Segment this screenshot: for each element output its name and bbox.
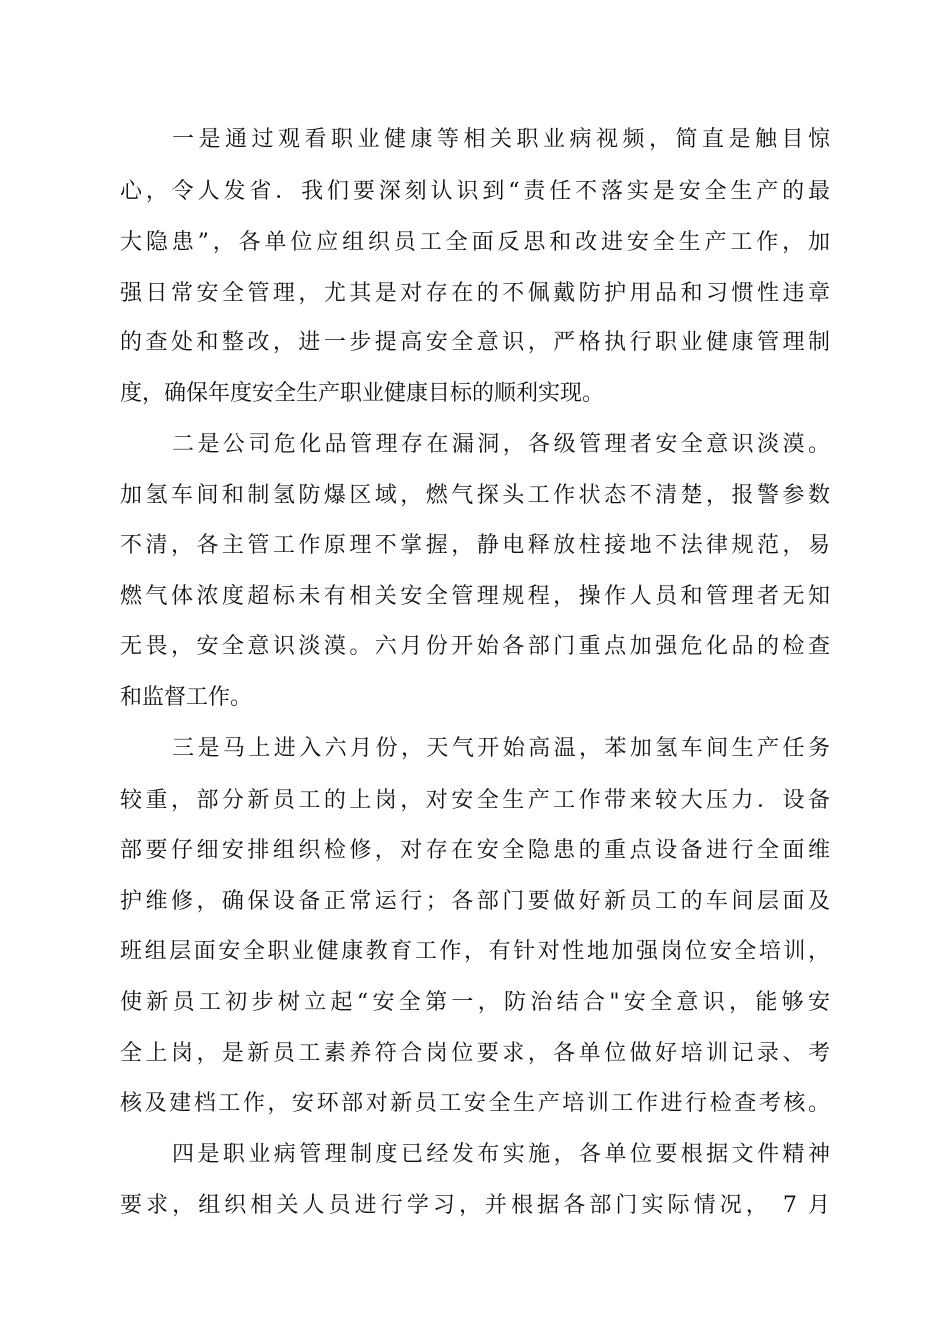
paragraph-4-line-1: 四是职业病管理制度已经发布实施，各单位要根据文件精神 xyxy=(172,1142,830,1167)
paragraph-2-line-4: 燃气体浓度超标未有相关安全管理规程，操作人员和管理者无知 xyxy=(120,584,830,609)
paragraph-1-line-2: 心，令人发省．我们要深刻认识到“责任不落实是安全生产的最 xyxy=(120,179,830,204)
paragraph-1-line-1: 一是通过观看职业健康等相关职业病视频，简直是触目惊 xyxy=(172,127,830,152)
paragraph-1-line-6: 度，确保年度安全生产职业健康目标的顺利实现。 xyxy=(120,381,605,406)
paragraph-2-line-2: 加氢车间和制氢防爆区域，燃气探头工作状态不清楚，报警参数 xyxy=(120,483,830,508)
paragraph-3-line-2: 较重，部分新员工的上岗，对安全生产工作带来较大压力．设备 xyxy=(120,788,830,813)
paragraph-3-line-3: 部要仔细安排组织检修，对存在安全隐患的重点设备进行全面维 xyxy=(120,838,830,863)
paragraph-3-line-7: 全上岗，是新员工素养符合岗位要求，各单位做好培训记录、考 xyxy=(120,1041,830,1066)
paragraph-1-line-4: 强日常安全管理，尤其是对存在的不佩戴防护用品和习惯性违章 xyxy=(120,281,830,306)
paragraph-4-line-2: 要求，组织相关人员进行学习，并根据各部门实际情况， 7 月 xyxy=(120,1193,830,1218)
paragraph-2-line-6: 和监督工作。 xyxy=(120,685,253,710)
paragraph-1-line-3: 大隐患”，各单位应组织员工全面反思和改进安全生产工作，加 xyxy=(120,230,830,255)
paragraph-2-line-3: 不清，各主管工作原理不掌握，静电释放柱接地不法律规范，易 xyxy=(120,533,830,558)
paragraph-2-line-5: 无畏，安全意识淡漠。六月份开始各部门重点加强危化品的检查 xyxy=(120,634,830,659)
paragraph-3-line-1: 三是马上进入六月份，天气开始高温，苯加氢车间生产任务 xyxy=(172,736,830,761)
paragraph-3-line-4: 护维修，确保设备正常运行；各部门要做好新员工的车间层面及 xyxy=(120,889,830,914)
paragraph-3-line-5: 班组层面安全职业健康教育工作，有针对性地加强岗位安全培训， xyxy=(120,939,830,964)
paragraph-3-line-8: 核及建档工作，安环部对新员工安全生产培训工作进行检查考核。 xyxy=(120,1091,830,1116)
paragraph-1-line-5: 的查处和整改，进一步提高安全意识，严格执行职业健康管理制 xyxy=(120,330,830,355)
paragraph-3-line-6: 使新员工初步树立起“安全第一，防治结合"安全意识，能够安 xyxy=(120,990,830,1015)
paragraph-2-line-1: 二是公司危化品管理存在漏洞，各级管理者安全意识淡漠。 xyxy=(172,432,830,457)
